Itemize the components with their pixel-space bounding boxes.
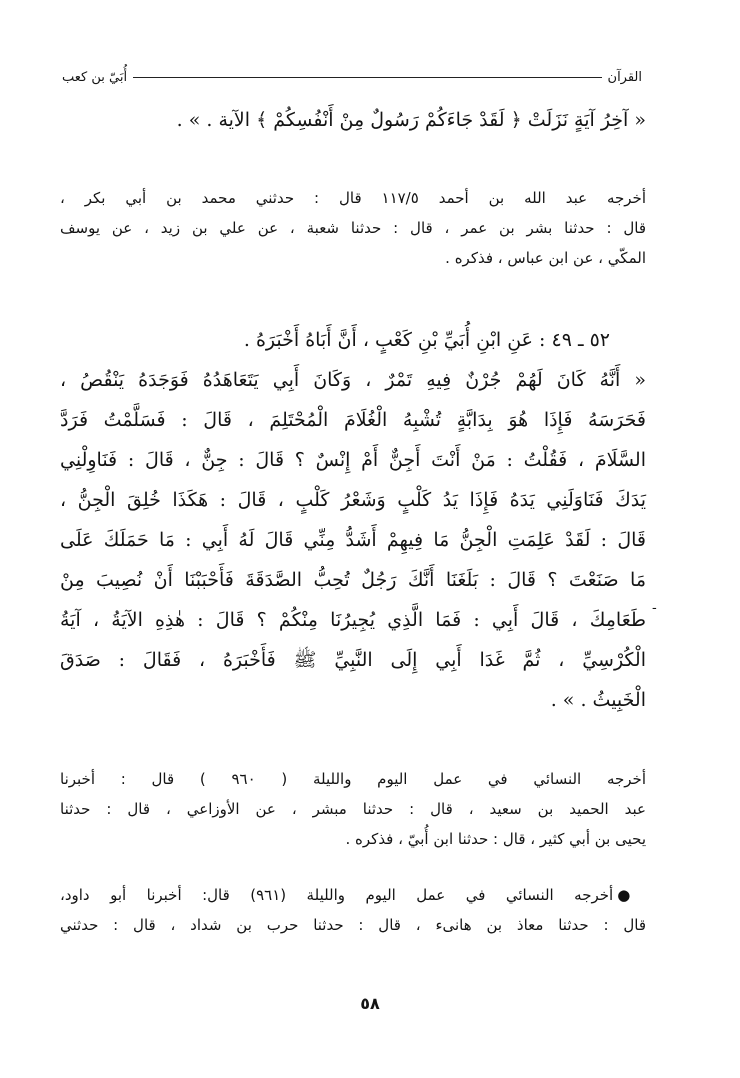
hadith-line: فَحَرَسَهُ فَإِذَا هُوَ بِدَابَّةٍ تُشْبِهُ الْغُلَامَ الْمُحْتَلِمَ ، قَالَ : فَسَلَّمْتُ فَرَدَّ xyxy=(60,409,646,431)
source-paragraph-2 xyxy=(60,764,646,854)
source1-line: قال : حدثنا بشر بن عمر ، قال : حدثنا شعبة ، عن علي بن زيد ، عن يوسف xyxy=(60,219,646,237)
hadith-line: السَّلَامَ ، فَقُلْتُ : مَنْ أَنْتَ أَجِنٌّ أَمْ إِنْسٌ ؟ قَالَ : جِنٌّ ، قَالَ : فَنَاوِلْنِي xyxy=(60,449,646,471)
running-header xyxy=(62,64,642,90)
bullet-icon: ● xyxy=(617,886,646,904)
hadith-heading: ٥٢ ـ ٤٩ : عَنِ ابْنِ أُبَيِّ بْنِ كَعْبٍ ، أَنَّ أَبَاهُ أَخْبَرَهُ . xyxy=(243,329,610,351)
source-paragraph-1 xyxy=(60,183,646,273)
source2-line: يحيى بن أبي كثير ، قال : حدثنا ابن أُبيّ ، فذكره . xyxy=(345,830,646,848)
source1-line: أخرجه عبد الله بن أحمد ١١٧/٥ قال : حدثني محمد بن أبي بكر ، xyxy=(60,189,646,207)
hadith-line: يَدَكَ فَنَاوَلَنِي يَدَهُ فَإِذَا يَدُ كَلْبٍ وَشَعْرُ كَلْبٍ ، قَالَ : هَكَذَا خُلِقَ الْجِنُّ ، xyxy=(60,489,646,511)
source-paragraph-3 xyxy=(60,880,646,940)
source3-line xyxy=(60,880,646,910)
hadith-end-block xyxy=(60,100,646,140)
header-chapter-title: أُبَيّ بن كعب xyxy=(62,69,128,85)
source2-line: أخرجه النسائي في عمل اليوم والليلة ( ٩٦٠ ) قال : أخبرنا xyxy=(60,770,646,788)
source3-line: قال : حدثنا معاذ بن هانىء ، قال : حدثنا حرب بن شداد ، قال : حدثني xyxy=(60,916,646,934)
hadith-end-line: « آخِرُ آيَةٍ نَزَلَتْ ﴿ لَقَدْ جَاءَكُمْ رَسُولٌ مِنْ أَنْفُسِكُمْ ﴾ الآية . » . xyxy=(176,109,646,131)
hadith-line: مَا صَنَعْتَ ؟ قَالَ : بَلَغَنَا أَنَّكَ رَجُلٌ تُحِبُّ الصَّدَقَةَ فَأَحْبَبْنَا أَنْ نُصِيبَ مِنْ xyxy=(60,569,646,591)
source1-line: المكّي ، عن ابن عباس ، فذكره . xyxy=(445,249,646,267)
margin-mark: - xyxy=(652,600,657,616)
hadith-line: الْكُرْسِيِّ ، ثُمَّ غَدَا أَبِي إِلَى النَّبِيِّ ﷺ فَأَخْبَرَهُ ، فَقَالَ : صَدَقَ xyxy=(60,649,646,671)
header-section-title: القرآن xyxy=(607,69,642,85)
source3-text: أخرجه النسائي في عمل اليوم والليلة (٩٦١) قال: أخبرنا أبو داود، xyxy=(60,886,614,904)
hadith-line: طَعَامِكَ ، قَالَ أَبِي : فَمَا الَّذِي يُجِيرُنَا مِنْكُمْ ؟ قَالَ : هٰذِهِ الآيَةُ ، آيَةُ xyxy=(60,609,646,631)
hadith-52-block xyxy=(60,320,646,720)
hadith-line: قَالَ : لَقَدْ عَلِمَتِ الْجِنُّ مَا فِيهِمْ أَشَدُّ مِنِّي قَالَ لَهُ أَبِي : مَا حَمَلَكَ عَلَى xyxy=(60,529,646,551)
hadith-line: الْخَبِيثُ . » . xyxy=(550,689,646,711)
page-number: ٥٨ xyxy=(360,994,380,1013)
source2-line: عبد الحميد بن سعيد ، قال : حدثنا مبشر ، عن الأوزاعي ، قال : حدثنا xyxy=(60,800,646,818)
hadith-line: « أَنَّهُ كَانَ لَهُمْ جُرْنٌ فِيهِ تَمْرٌ ، وَكَانَ أَبِي يَتَعَاهَدُهُ فَوَجَدَهُ يَنْقُصُ ، xyxy=(60,369,646,391)
header-rule xyxy=(133,77,601,78)
